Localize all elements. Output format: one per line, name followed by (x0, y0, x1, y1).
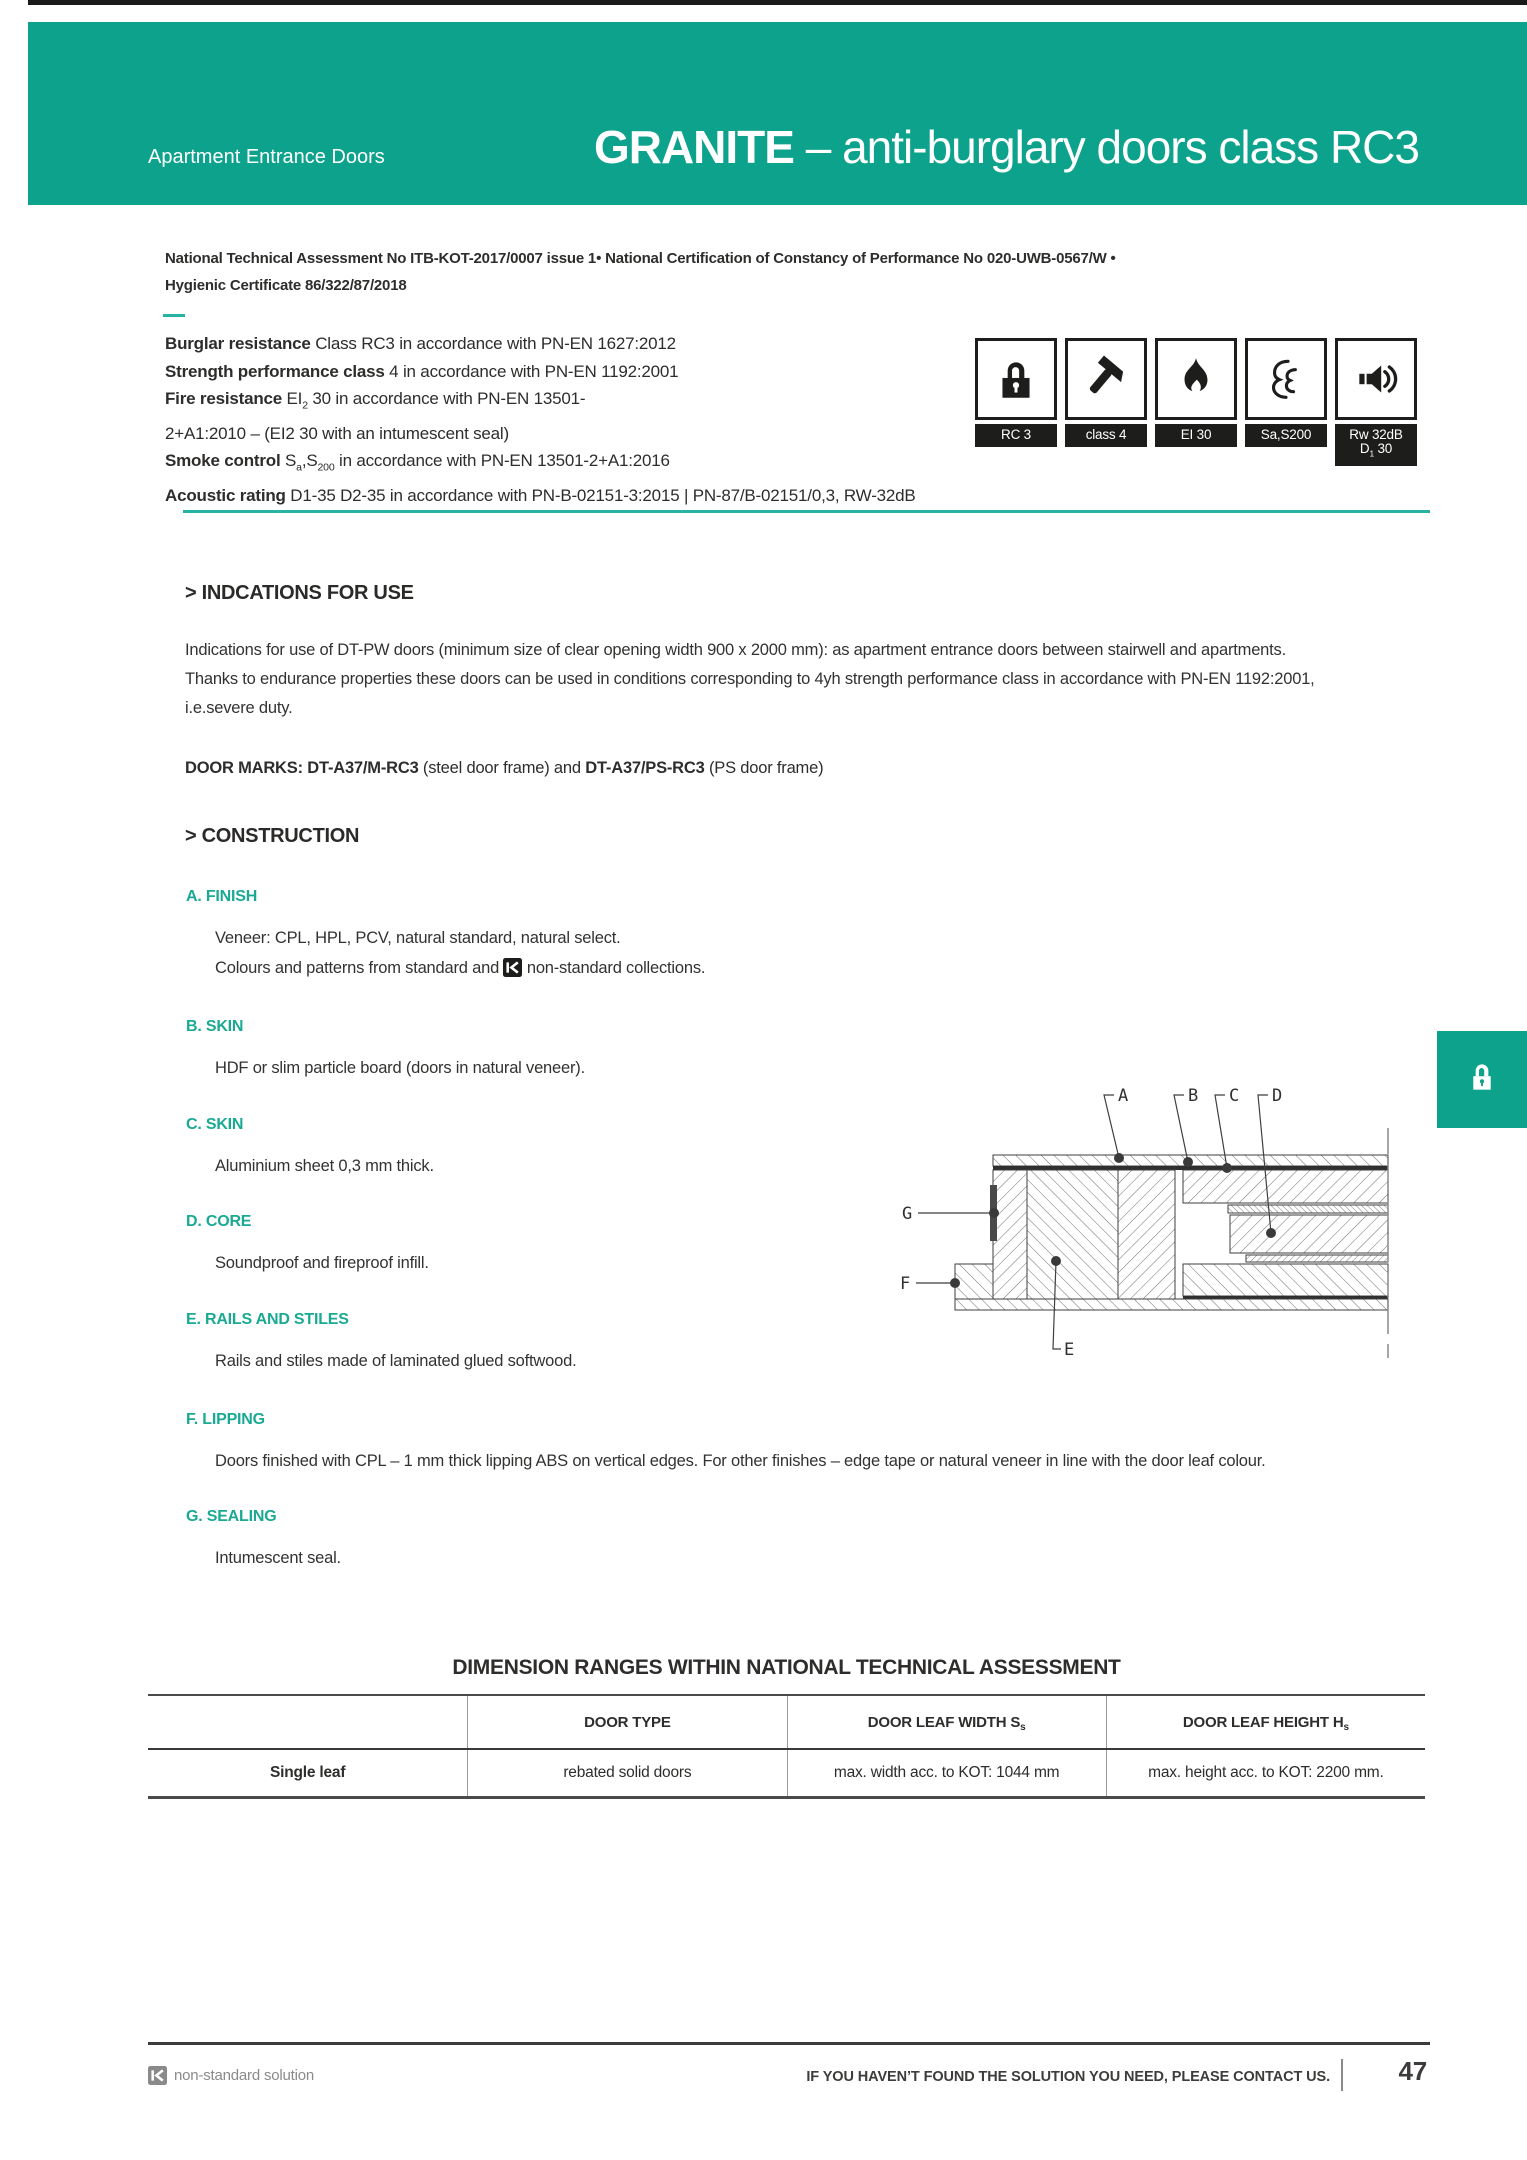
cell-leaf-height: max. height acc. to KOT: 2200 mm. (1106, 1750, 1425, 1796)
diagram-label-g: G (902, 1204, 913, 1224)
spec-smoke-control: Smoke control $S_a,S_{200}$ in accordance with PN-EN 13501-2+A1:2016 (165, 451, 670, 474)
footer-divider (1341, 2059, 1343, 2091)
construction-diagram (890, 1068, 1430, 1398)
construction-item-d-body: Soundproof and fireproof infill. (215, 1254, 429, 1272)
section-divider-rule (183, 510, 1430, 513)
smoke-icon (1245, 338, 1327, 420)
speaker-icon (1335, 338, 1417, 420)
spec-acoustic-rating: Acoustic rating D1-35 D2-35 in accordance with PN-B-02151-3:2015 | PN-87/B-02151/0,3, RW-32dB (165, 486, 916, 506)
badge-burglary-label: RC 3 (975, 424, 1057, 447)
construction-item-b-title: B. SKIN (186, 1018, 244, 1035)
chapter-tab (1437, 1031, 1527, 1128)
diagram-label-a: A (1118, 1086, 1129, 1106)
header-eyebrow: Apartment Entrance Doors (148, 146, 385, 168)
certification-block (165, 245, 1245, 299)
page-title-rest: – anti-burglary doors class RC3 (793, 121, 1419, 173)
construction-item-c-title: C. SKIN (186, 1116, 244, 1133)
certification-line-1: National Technical Assessment No ITB-KOT-2017/0007 issue 1• National Certification of Constancy of Performance No 020-UWB-0567/W • (165, 250, 1116, 267)
k-logo-icon (503, 958, 522, 977)
header-cell-leaf-width: DOOR LEAF WIDTH S s (787, 1696, 1106, 1748)
spec-fire-resistance: Fire resistance $EI_2$ 30 in accordance with PN-EN 13501- 2+A1:2010 – (EI2 30 with an intumescent seal) (165, 389, 586, 443)
teal-dash-divider (163, 314, 185, 317)
flame-icon (1155, 338, 1237, 420)
header-cell-door-type: DOOR TYPE (467, 1696, 786, 1748)
construction-item-b-body: HDF or slim particle board (doors in natural veneer). (215, 1059, 585, 1077)
footer-contact-note: IF YOU HAVEN’T FOUND THE SOLUTION YOU NEED, PLEASE CONTACT US. (806, 2069, 1330, 2085)
cell-leaf: Single leaf (269, 1764, 346, 1781)
badge-acoustic (1335, 338, 1417, 466)
construction-item-c-body: Aluminium sheet 0,3 mm thick. (215, 1157, 434, 1175)
header-cell-leaf-height: DOOR LEAF HEIGHT H s (1106, 1696, 1425, 1748)
diagram-label-d: D (1272, 1086, 1283, 1106)
page-number: 47 (1398, 2056, 1427, 2086)
construction-item-a-body: Veneer: CPL, HPL, PCV, natural standard, natural select. Colours and patterns from standard and non-standard collections. (215, 929, 706, 977)
construction-item-g-body: Intumescent seal. (215, 1549, 341, 1567)
construction-heading: > CONSTRUCTION (185, 825, 360, 847)
badge-fire (1155, 338, 1237, 466)
badge-fire-label: EI 30 (1155, 424, 1237, 447)
cell-leaf-width: max. width acc. to KOT: 1044 mm (787, 1750, 1106, 1796)
construction-item-g-title: G. SEALING (186, 1508, 277, 1525)
footer-rule (148, 2042, 1430, 2045)
badge-burglary (975, 338, 1057, 466)
dimension-table-data-row (148, 1750, 1425, 1796)
diagram-label-f: F (900, 1274, 911, 1294)
cell-door-type: rebated solid doors (467, 1750, 786, 1796)
diagram-label-e: E (1064, 1340, 1075, 1360)
top-accent-bar (28, 0, 1527, 5)
lock-tab-icon (1463, 1058, 1501, 1101)
header-banner (28, 22, 1527, 205)
spec-strength-class: Strength performance class 4 in accordance with PN-EN 1192:2001 (165, 361, 679, 381)
badge-smoke (1245, 338, 1327, 466)
dimension-table-header-row (148, 1696, 1425, 1750)
footer-brand-note: non-standard solution (148, 2066, 314, 2085)
construction-item-f-title: F. LIPPING (186, 1411, 265, 1428)
k-logo-icon-footer (148, 2066, 167, 2085)
padlock-icon (975, 338, 1057, 420)
indications-heading: > INDCATIONS FOR USE (185, 582, 414, 604)
badge-strength-label: class 4 (1065, 424, 1147, 447)
diagram-label-c: C (1229, 1086, 1240, 1106)
dimension-table-title: DIMENSION RANGES WITHIN NATIONAL TECHNICAL ASSESSMENT (452, 1656, 1121, 1679)
spec-list (165, 330, 1005, 510)
header-cell-empty (148, 1696, 467, 1748)
page-title-product: GRANITE (593, 121, 794, 173)
construction-item-e-body: Rails and stiles made of laminated glued softwood. (215, 1352, 577, 1370)
badge-acoustic-label: Rw 32dB $D_1$ 30 (1335, 424, 1417, 466)
certification-badges (975, 338, 1425, 466)
page-title (594, 120, 1419, 174)
construction-item-e-title: E. RAILS AND STILES (186, 1311, 349, 1328)
hammer-icon (1065, 338, 1147, 420)
badge-strength (1065, 338, 1147, 466)
spec-burglar-resistance: Burglar resistance Class RC3 in accordance with PN-EN 1627:2012 (165, 334, 676, 353)
dimension-table (148, 1694, 1425, 1799)
door-marks-line: DOOR MARKS: DT-A37/M-RC3 (steel door frame) and DT-A37/PS-RC3 (PS door frame) (185, 759, 824, 777)
construction-item-f-body: Doors finished with CPL – 1 mm thick lipping ABS on vertical edges. For other finishes – edge tape or natural veneer in line with the door leaf colour. (215, 1452, 1266, 1470)
construction-item-a-title: A. FINISH (186, 888, 258, 905)
indications-paragraph: Indications for use of DT-PW doors (minimum size of clear opening width 900 x 2000 mm): as apartment entrance doors between stairwell and apartments. Thanks to endurance properties these doors can be used in conditions corresponding to 4yh strength performance class in accordance with PN-EN 1192:2001, i.e.severe duty. (185, 641, 1315, 717)
construction-item-d-title: D. CORE (186, 1213, 252, 1230)
badge-smoke-label: Sa,S200 (1245, 424, 1327, 447)
certification-line-2: Hygienic Certificate 86/322/87/2018 (165, 277, 407, 294)
diagram-label-b: B (1188, 1086, 1199, 1106)
